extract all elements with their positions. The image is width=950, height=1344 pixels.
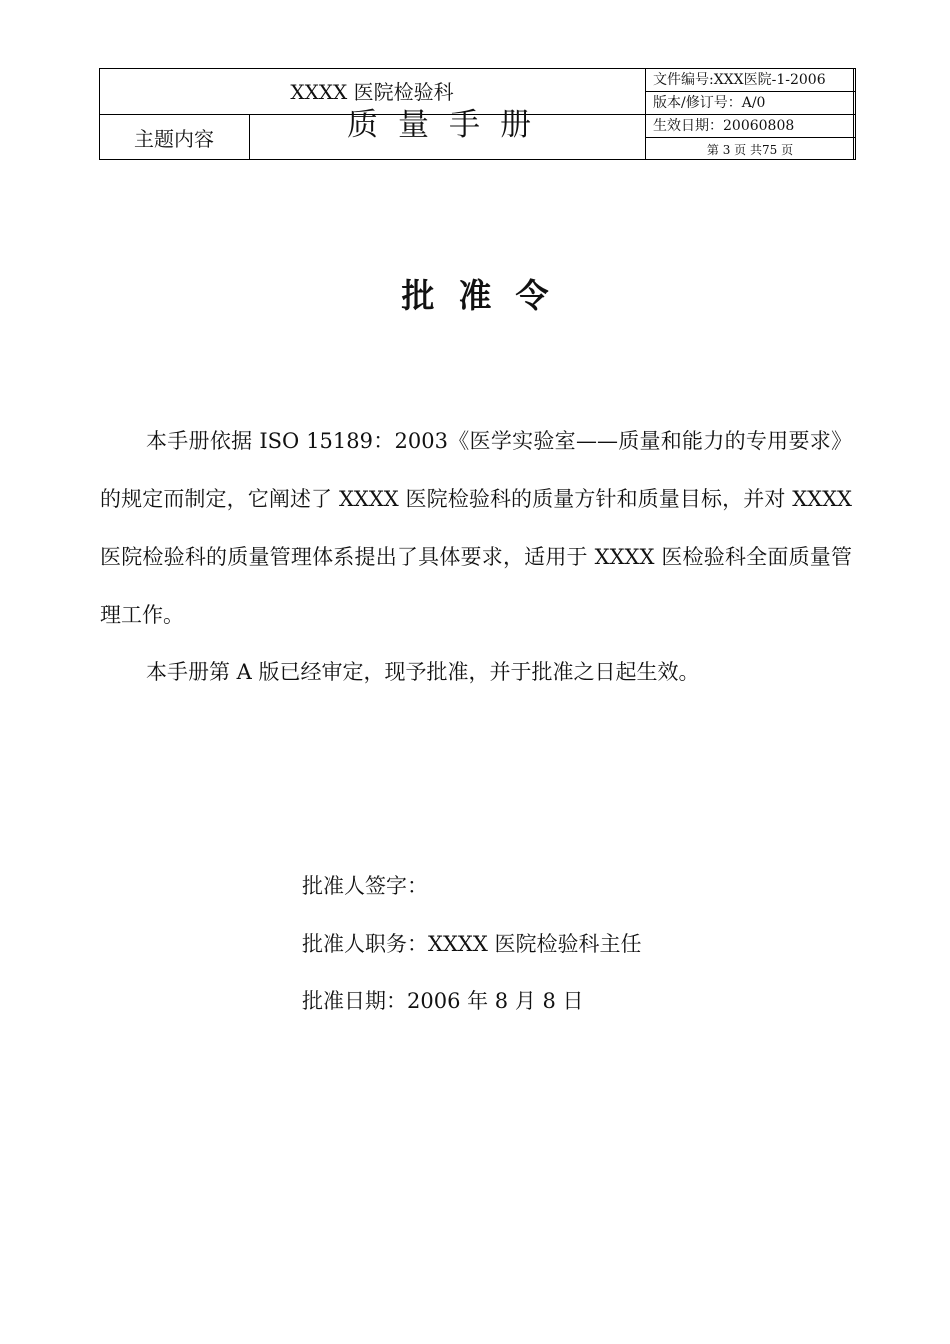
divider-subject — [249, 114, 250, 160]
manual-title: 质量手册 — [347, 106, 551, 143]
document-heading: 批准令 — [401, 276, 573, 315]
version-number: 版本/修订号：A/0 — [653, 95, 766, 111]
doc-number: 文件编号:XXX医院-1-2006 — [653, 72, 826, 88]
body-paragraph-2: 本手册第 A 版已经审定，现予批准，并于批准之日起生效。 — [146, 660, 700, 684]
page-info: 第 3 页 共75 页 — [706, 142, 794, 157]
subject-label: 主题内容 — [134, 126, 214, 151]
header-table — [99, 68, 856, 160]
approver-signature: 批准人签字： — [302, 874, 428, 898]
body-paragraph-1: 本手册依据 ISO 15189：2003《医学实验室——质量和能力的专用要求》的规定而制定，它阐述了 XXXX 医院检验科的质量方针和质量目标，并对 XXXX 医院检验科的质量管理体系提出了具体要求，适用于 XXXX 医检验科全面质量管理工作。 — [100, 429, 852, 627]
effective-date: 生效日期：20060808 — [653, 118, 795, 134]
organization-name: XXXX 医院检验科 — [290, 79, 454, 104]
approver-position: 批准人职务：XXXX 医院检验科主任 — [302, 932, 642, 956]
approval-date: 批准日期：2006 年 8 月 8 日 — [302, 989, 584, 1013]
